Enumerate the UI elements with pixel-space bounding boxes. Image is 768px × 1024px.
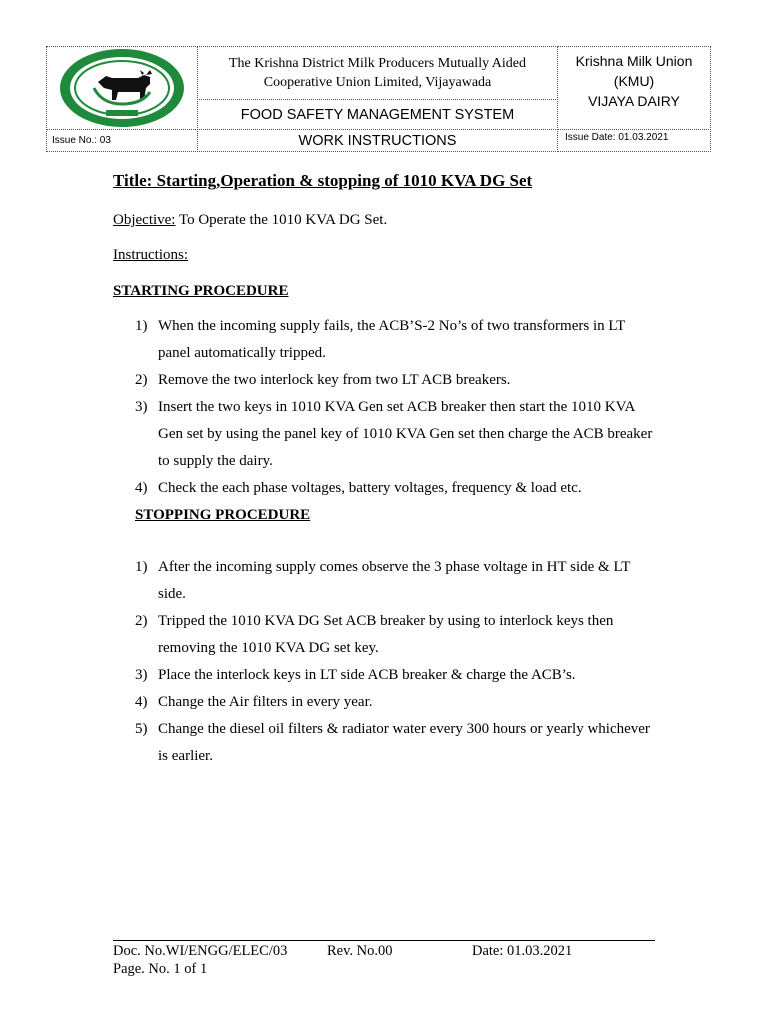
stopping-procedure-list bbox=[113, 554, 661, 770]
objective-text: To Operate the 1010 KVA DG Set. bbox=[175, 212, 388, 228]
document-title: Title: Starting,Operation & stopping of 1010 KVA DG Set bbox=[113, 171, 533, 190]
organization-name-line1: The Krishna District Milk Producers Mutually Aided bbox=[228, 56, 527, 71]
list-item bbox=[113, 554, 661, 608]
list-item bbox=[113, 608, 661, 662]
step-text: Tripped the 1010 KVA DG Set ACB breaker by using to interlock keys then removing the 1010 KVA DG set key. bbox=[158, 613, 614, 656]
step-text: Change the Air filters in every year. bbox=[158, 694, 373, 710]
list-item bbox=[113, 394, 661, 475]
step-number: 3) bbox=[135, 667, 148, 683]
footer-page-number: Page. No. 1 of 1 bbox=[113, 961, 208, 977]
step-number: 2) bbox=[135, 613, 148, 629]
step-text: When the incoming supply fails, the ACB’S-2 No’s of two transformers in LT panel automatically tripped. bbox=[158, 318, 626, 361]
step-text: Change the diesel oil filters & radiator water every 300 hours or yearly whichever is earlier. bbox=[158, 721, 650, 764]
instructions-label: Instructions: bbox=[113, 247, 188, 263]
objective-label: Objective: bbox=[113, 212, 176, 228]
list-item bbox=[113, 313, 661, 367]
step-text: Check the each phase voltages, battery voltages, frequency & load etc. bbox=[158, 480, 582, 496]
list-item bbox=[113, 716, 661, 770]
starting-procedure-heading: STARTING PROCEDURE bbox=[113, 283, 289, 299]
document-type-label: WORK INSTRUCTIONS bbox=[197, 129, 558, 152]
issue-date: Issue Date: 01.03.2021 bbox=[557, 129, 711, 152]
cow-emblem-logo-icon bbox=[58, 48, 186, 128]
step-number: 3) bbox=[135, 399, 148, 415]
step-number: 1) bbox=[135, 559, 148, 575]
step-number: 5) bbox=[135, 721, 148, 737]
footer-revision-number: Rev. No.00 bbox=[327, 943, 393, 959]
step-text: Insert the two keys in 1010 KVA Gen set ACB breaker then start the 1010 KVA Gen set by using the panel key of 1010 KVA Gen set then charge the ACB breaker to supply the dairy. bbox=[158, 399, 653, 469]
issue-number: Issue No.: 03 bbox=[46, 129, 198, 152]
step-text: Remove the two interlock key from two LT ACB breakers. bbox=[158, 372, 511, 388]
union-name-line2: (KMU) bbox=[613, 73, 655, 89]
stopping-procedure-heading: STOPPING PROCEDURE bbox=[135, 507, 311, 523]
list-item bbox=[113, 689, 661, 716]
footer-doc-number: Doc. No.WI/ENGG/ELEC/03 bbox=[113, 943, 288, 959]
starting-procedure-list bbox=[113, 313, 661, 502]
list-item bbox=[113, 662, 661, 689]
logo-cell bbox=[46, 46, 198, 130]
objective-paragraph bbox=[113, 212, 387, 229]
step-number: 2) bbox=[135, 372, 148, 388]
list-item bbox=[113, 367, 661, 394]
union-name-line1: Krishna Milk Union bbox=[575, 53, 693, 69]
step-number: 1) bbox=[135, 318, 148, 334]
step-number: 4) bbox=[135, 694, 148, 710]
organization-name-line2: Cooperative Union Limited, Vijayawada bbox=[263, 75, 492, 90]
step-text: Place the interlock keys in LT side ACB breaker & charge the ACB’s. bbox=[158, 667, 576, 683]
organization-name-cell bbox=[197, 46, 558, 100]
step-number: 4) bbox=[135, 480, 148, 496]
list-item bbox=[113, 475, 661, 502]
footer-date: Date: 01.03.2021 bbox=[472, 943, 573, 959]
document-footer bbox=[113, 942, 572, 978]
step-text: After the incoming supply comes observe the 3 phase voltage in HT side & LT side. bbox=[158, 559, 631, 602]
document-header bbox=[46, 46, 711, 152]
footer-divider bbox=[113, 940, 655, 941]
union-name-line3: VIJAYA DAIRY bbox=[588, 93, 680, 109]
management-system-label: FOOD SAFETY MANAGEMENT SYSTEM bbox=[197, 99, 558, 130]
union-name-cell bbox=[557, 46, 711, 130]
